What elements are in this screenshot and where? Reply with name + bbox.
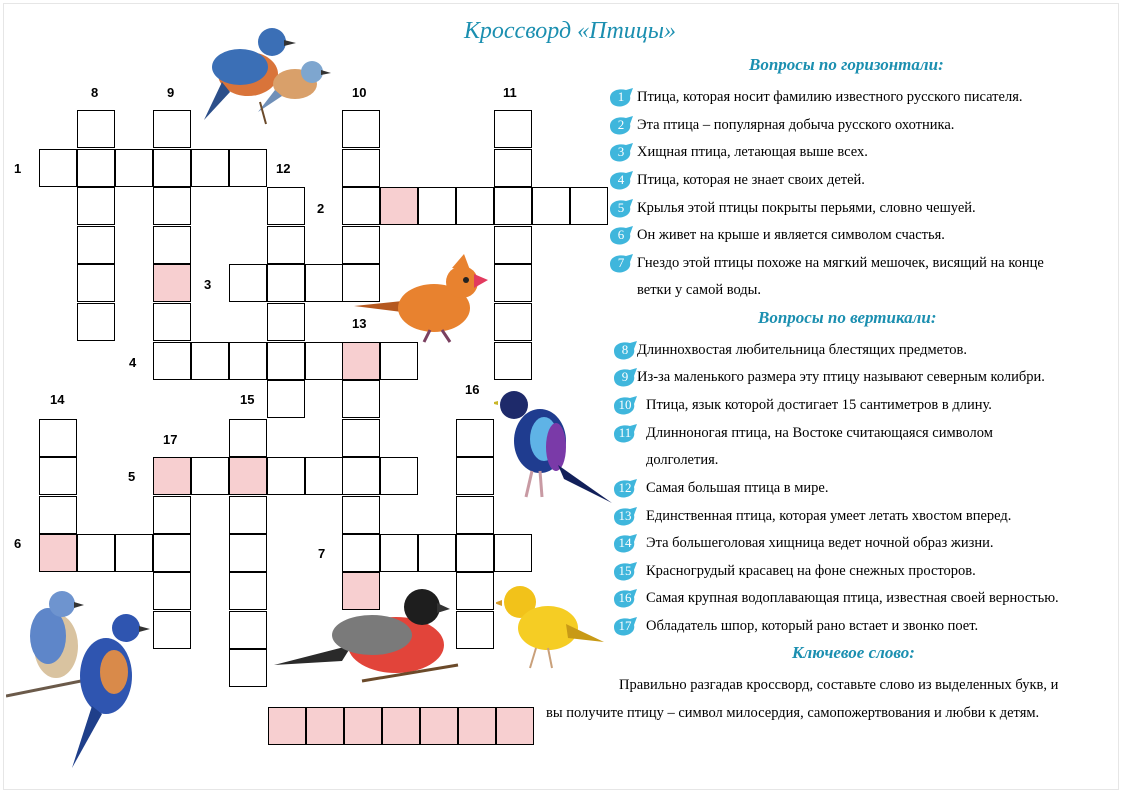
highlighted-cell[interactable] — [153, 457, 191, 495]
grid-cell[interactable] — [305, 342, 343, 380]
grid-cell[interactable] — [380, 342, 418, 380]
vertical-clue-11-cont: долголетия. — [646, 452, 719, 468]
key-word-cell[interactable] — [420, 707, 458, 745]
grid-cell[interactable] — [39, 149, 77, 187]
grid-number-1: 1 — [14, 161, 22, 176]
grid-cell[interactable] — [494, 226, 532, 264]
grid-cell[interactable] — [342, 419, 380, 457]
grid-cell[interactable] — [229, 419, 267, 457]
clue-number: 10 — [618, 397, 632, 412]
horizontal-heading: Вопросы по горизонтали: — [749, 55, 944, 74]
grid-cell[interactable] — [267, 226, 305, 264]
grid-number-9: 9 — [167, 85, 175, 100]
grid-cell[interactable] — [342, 149, 380, 187]
vertical-clue-8: Длиннохвостая любительница блестящих предметов. — [637, 342, 967, 358]
bluebird-pair-icon — [200, 12, 335, 132]
drop-icon — [608, 171, 634, 189]
grid-cell[interactable] — [456, 419, 494, 457]
vertical-clue-10: Птица, язык которой достигает 15 сантиметров в длину. — [646, 397, 992, 413]
drop-icon — [608, 116, 634, 134]
bullfinch-icon — [272, 585, 462, 689]
grid-cell[interactable] — [570, 187, 608, 225]
grid-cell[interactable] — [494, 342, 532, 380]
grid-number-13: 13 — [352, 316, 367, 331]
grid-cell[interactable] — [532, 187, 570, 225]
drop-icon — [612, 617, 638, 635]
grid-cell[interactable] — [342, 110, 380, 148]
grid-number-2: 2 — [317, 201, 325, 216]
grid-cell[interactable] — [494, 110, 532, 148]
grid-cell[interactable] — [456, 457, 494, 495]
grid-cell[interactable] — [456, 496, 494, 534]
key-word-cell[interactable] — [344, 707, 382, 745]
highlighted-cell[interactable] — [380, 187, 418, 225]
grid-cell[interactable] — [494, 264, 532, 302]
grid-cell[interactable] — [267, 264, 305, 302]
grid-cell[interactable] — [305, 264, 343, 302]
grid-cell[interactable] — [494, 534, 532, 572]
grid-cell[interactable] — [153, 496, 191, 534]
grid-cell[interactable] — [153, 572, 191, 610]
drop-icon — [608, 88, 634, 106]
key-word-cell[interactable] — [306, 707, 344, 745]
drop-icon — [612, 368, 638, 386]
grid-cell[interactable] — [153, 303, 191, 341]
key-heading: Ключевое слово: — [792, 643, 915, 662]
cardinal-icon — [352, 248, 492, 344]
horizontal-clue-4: Птица, которая не знает своих детей. — [637, 172, 865, 188]
clue-number: 8 — [621, 342, 629, 357]
grid-number-17: 17 — [163, 432, 178, 447]
canary-icon — [496, 578, 606, 672]
grid-cell[interactable] — [380, 457, 418, 495]
grid-number-16: 16 — [465, 382, 480, 397]
grid-cell[interactable] — [153, 534, 191, 572]
grid-cell[interactable] — [229, 649, 267, 687]
highlighted-cell[interactable] — [342, 342, 380, 380]
grid-cell[interactable] — [153, 187, 191, 225]
grid-cell[interactable] — [342, 380, 380, 418]
clue-number: 5 — [617, 200, 625, 215]
vertical-clue-11: Длинноногая птица, на Востоке считающаяся символом — [646, 425, 993, 441]
starling-icon — [494, 385, 616, 507]
vertical-clue-13: Единственная птица, которая умеет летать хвостом вперед. — [646, 508, 1012, 524]
grid-cell[interactable] — [342, 457, 380, 495]
grid-cell[interactable] — [494, 149, 532, 187]
vertical-clue-16: Самая крупная водоплавающая птица, известная своей верностью. — [646, 590, 1059, 606]
grid-number-12: 12 — [276, 161, 291, 176]
grid-number-3: 3 — [204, 277, 212, 292]
grid-cell[interactable] — [456, 187, 494, 225]
drop-icon — [612, 534, 638, 552]
drop-icon — [612, 507, 638, 525]
clue-number: 13 — [618, 508, 632, 523]
grid-cell[interactable] — [153, 110, 191, 148]
clue-number: 1 — [617, 89, 625, 104]
drop-icon — [608, 226, 634, 244]
grid-cell[interactable] — [153, 226, 191, 264]
key-word-cell[interactable] — [382, 707, 420, 745]
grid-cell[interactable] — [342, 496, 380, 534]
grid-cell[interactable] — [229, 149, 267, 187]
horizontal-clue-2: Эта птица – популярная добыча русского охотника. — [637, 117, 955, 133]
grid-number-6: 6 — [14, 536, 22, 551]
horizontal-clue-6: Он живет на крыше и является символом счастья. — [637, 227, 945, 243]
vertical-clue-9: Из-за маленького размера эту птицу называют северным колибри. — [637, 369, 1045, 385]
grid-cell[interactable] — [115, 534, 153, 572]
clue-number: 15 — [618, 563, 632, 578]
grid-cell[interactable] — [267, 380, 305, 418]
grid-cell[interactable] — [153, 149, 191, 187]
grid-cell[interactable] — [153, 611, 191, 649]
grid-cell[interactable] — [229, 342, 267, 380]
grid-cell[interactable] — [77, 187, 115, 225]
grid-cell[interactable] — [418, 187, 456, 225]
grid-cell[interactable] — [153, 342, 191, 380]
clue-number: 14 — [618, 535, 632, 550]
drop-icon — [612, 341, 638, 359]
clue-number: 17 — [618, 618, 632, 633]
grid-cell[interactable] — [191, 457, 229, 495]
highlighted-cell[interactable] — [229, 457, 267, 495]
grid-number-10: 10 — [352, 85, 367, 100]
clue-number: 16 — [618, 590, 632, 605]
grid-cell[interactable] — [229, 572, 267, 610]
grid-number-4: 4 — [129, 355, 137, 370]
drop-icon — [608, 143, 634, 161]
bluebirds-on-branch-icon — [6, 586, 156, 771]
clue-number: 2 — [617, 117, 625, 132]
key-word-cell[interactable] — [268, 707, 306, 745]
horizontal-clue-7-cont: ветки у самой воды. — [637, 282, 762, 298]
grid-cell[interactable] — [77, 303, 115, 341]
grid-cell[interactable] — [39, 496, 77, 534]
grid-number-7: 7 — [318, 546, 326, 561]
grid-cell[interactable] — [77, 149, 115, 187]
grid-cell[interactable] — [494, 303, 532, 341]
key-word-cell[interactable] — [458, 707, 496, 745]
drop-icon — [608, 199, 634, 217]
clue-number: 6 — [617, 227, 625, 242]
grid-cell[interactable] — [77, 264, 115, 302]
horizontal-clue-5: Крылья этой птицы покрыты перьями, словно чешуей. — [637, 200, 976, 216]
grid-cell[interactable] — [229, 264, 267, 302]
grid-cell[interactable] — [229, 534, 267, 572]
grid-cell[interactable] — [191, 149, 229, 187]
key-word-cell[interactable] — [496, 707, 534, 745]
grid-number-15: 15 — [240, 392, 255, 407]
drop-icon — [612, 589, 638, 607]
grid-cell[interactable] — [77, 226, 115, 264]
grid-cell[interactable] — [267, 457, 305, 495]
highlighted-cell[interactable] — [153, 264, 191, 302]
drop-icon — [608, 254, 634, 272]
grid-cell[interactable] — [191, 342, 229, 380]
clue-number: 12 — [618, 480, 632, 495]
clue-number: 11 — [618, 425, 632, 440]
clue-number: 9 — [621, 369, 629, 384]
grid-cell[interactable] — [456, 534, 494, 572]
grid-number-8: 8 — [91, 85, 99, 100]
vertical-clue-15: Красногрудый красавец на фоне снежных просторов. — [646, 563, 976, 579]
horizontal-clue-3: Хищная птица, летающая выше всех. — [637, 144, 868, 160]
grid-cell[interactable] — [267, 303, 305, 341]
grid-number-14: 14 — [50, 392, 65, 407]
clue-number: 7 — [617, 255, 625, 270]
grid-number-11: 11 — [503, 85, 517, 100]
key-text-line-2: вы получите птицу – символ милосердия, самопожертвования и любви к детям. — [546, 705, 1040, 721]
vertical-clue-14: Эта большеголовая хищница ведет ночной образ жизни. — [646, 535, 994, 551]
key-text-line-1: Правильно разгадав кроссворд, составьте слово из выделенных букв, и — [619, 677, 1059, 693]
horizontal-clue-7: Гнездо этой птицы похоже на мягкий мешочек, висящий на конце — [637, 255, 1044, 271]
grid-cell[interactable] — [305, 457, 343, 495]
grid-cell[interactable] — [77, 110, 115, 148]
grid-cell[interactable] — [267, 342, 305, 380]
grid-cell[interactable] — [380, 534, 418, 572]
vertical-clue-17: Обладатель шпор, который рано встает и звонко поет. — [646, 618, 979, 634]
page-title: Кроссворд «Птицы» — [463, 18, 677, 44]
vertical-clue-12: Самая большая птица в мире. — [646, 480, 829, 496]
highlighted-cell[interactable] — [39, 534, 77, 572]
drop-icon — [612, 562, 638, 580]
grid-cell[interactable] — [418, 534, 456, 572]
grid-cell[interactable] — [77, 534, 115, 572]
horizontal-clue-1: Птица, которая носит фамилию известного русского писателя. — [637, 89, 1023, 105]
vertical-heading: Вопросы по вертикали: — [758, 308, 937, 327]
grid-cell[interactable] — [39, 419, 77, 457]
grid-cell[interactable] — [229, 496, 267, 534]
grid-cell[interactable] — [39, 457, 77, 495]
grid-number-5: 5 — [128, 469, 136, 484]
grid-cell[interactable] — [494, 187, 532, 225]
grid-cell[interactable] — [267, 187, 305, 225]
grid-cell[interactable] — [342, 187, 380, 225]
grid-cell[interactable] — [342, 534, 380, 572]
grid-cell[interactable] — [115, 149, 153, 187]
grid-cell[interactable] — [229, 611, 267, 649]
clue-number: 4 — [617, 172, 625, 187]
clue-number: 3 — [617, 144, 625, 159]
